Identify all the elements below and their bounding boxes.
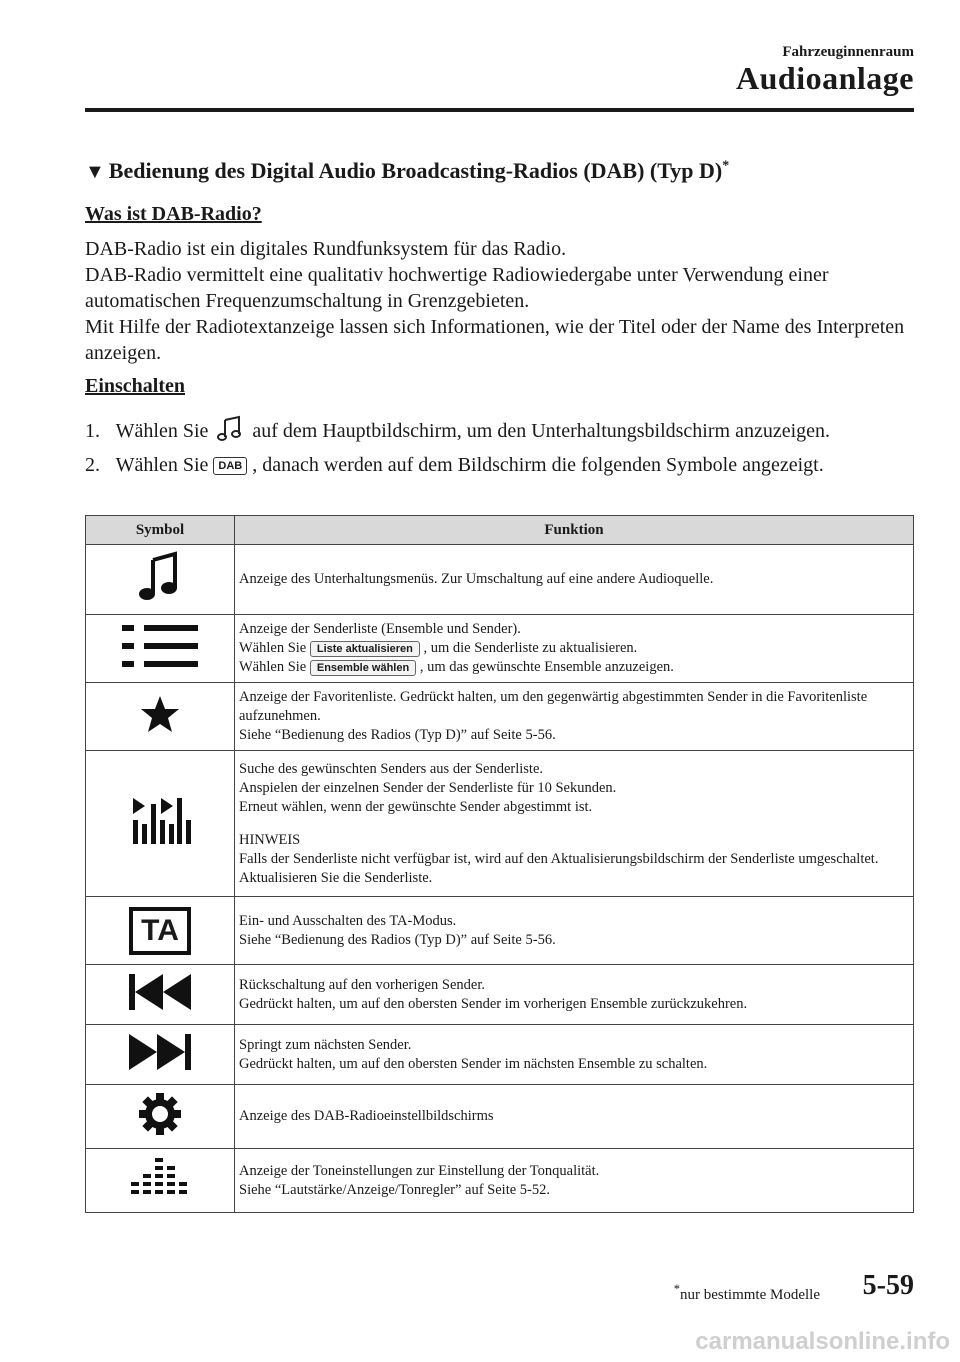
symbol-cell <box>86 545 235 615</box>
function-cell <box>235 1149 914 1213</box>
music-note-icon <box>213 414 247 451</box>
footer-note <box>674 1282 820 1304</box>
step-2-after: , danach werden auf dem Bildschirm die folgenden Symbole angezeigt. <box>252 454 824 476</box>
previous-icon <box>127 1000 193 1016</box>
function-line: Rückschaltung auf den vorherigen Sender. <box>239 976 486 993</box>
function-cell <box>235 683 914 751</box>
function-line <box>239 639 909 658</box>
table-row <box>86 1085 914 1149</box>
function-line: Anzeige der Toneinstellungen zur Einstellung der Tonqualität. <box>239 1162 600 1179</box>
function-line: Siehe “Bedienung des Radios (Typ D)” auf Seite 5-56. <box>239 727 556 743</box>
note-title: HINWEIS <box>239 831 301 848</box>
function-line: Anzeige der Favoritenliste. Gedrückt halten, um den gegenwärtig abgestimmten Sender in die Favoritenliste aufzunehmen. <box>239 689 868 724</box>
function-cell <box>235 615 914 683</box>
symbol-cell <box>86 1085 235 1149</box>
symbol-function-table <box>85 515 914 1213</box>
function-line: Gedrückt halten, um auf den obersten Sender im vorherigen Ensemble zurückzukehren. <box>239 995 748 1012</box>
table-header-symbol: Symbol <box>86 516 235 545</box>
function-cell <box>235 751 914 897</box>
chip-line-before: Wählen Sie <box>239 640 307 656</box>
table-row <box>86 1149 914 1213</box>
function-line: Siehe “Lautstärke/Anzeige/Tonregler” auf Seite 5-52. <box>239 1181 551 1198</box>
step-2-number: 2. <box>85 454 100 476</box>
select-ensemble-chip: Ensemble wählen <box>310 660 416 676</box>
function-line <box>239 658 909 677</box>
step-2-before: Wählen Sie <box>115 454 209 476</box>
what-line-2: DAB-Radio vermittelt eine qualitativ hochwertige Radiowiedergabe unter Verwendung einer automatischen Frequenzumschaltung in Grenzgebieten. <box>85 264 829 312</box>
equalizer-icon <box>129 1188 191 1204</box>
function-line: Anzeige der Senderliste (Ensemble und Sender). <box>239 621 521 637</box>
table-row <box>86 683 914 751</box>
header-rule <box>85 108 914 112</box>
footer-asterisk: * <box>673 1282 681 1296</box>
symbol-cell <box>86 965 235 1025</box>
symbol-cell <box>86 897 235 965</box>
symbol-cell <box>86 1149 235 1213</box>
function-line: Ein- und Ausschalten des TA-Modus. <box>239 912 457 929</box>
footer-note-text: nur bestimmte Modelle <box>680 1287 820 1303</box>
what-line-1: DAB-Radio ist ein digitales Rundfunksystem für das Radio. <box>85 238 567 260</box>
star-icon <box>140 722 180 738</box>
function-line: Anspielen der einzelnen Sender der Senderliste für 10 Sekunden. <box>239 779 617 796</box>
table-row <box>86 897 914 965</box>
function-cell <box>235 965 914 1025</box>
step-1-before: Wählen Sie <box>115 420 209 443</box>
what-line-3: Mit Hilfe der Radiotextanzeige lassen sich Informationen, wie der Titel oder der Name des Interpreten anzeigen. <box>85 316 905 364</box>
dab-button-chip: DAB <box>213 457 247 475</box>
next-icon <box>127 1060 193 1076</box>
function-line: Siehe “Bedienung des Radios (Typ D)” auf Seite 5-56. <box>239 931 556 948</box>
table-row <box>86 1025 914 1085</box>
table-row <box>86 965 914 1025</box>
function-cell <box>235 1025 914 1085</box>
table-header-row <box>86 516 914 545</box>
function-line: Gedrückt halten, um auf den obersten Sender im nächsten Ensemble zu schalten. <box>239 1055 708 1072</box>
table-row <box>86 545 914 615</box>
table-header-function: Funktion <box>235 516 914 545</box>
section-heading-text: Bedienung des Digital Audio Broadcasting-Radios (DAB) (Typ D) <box>108 158 723 183</box>
function-line: Erneut wählen, wenn der gewünschte Sender abgestimmt ist. <box>239 798 593 815</box>
section-heading <box>85 158 729 184</box>
step-2 <box>85 452 915 478</box>
function-line: Anzeige des DAB-Radioeinstellbildschirms <box>239 1108 494 1124</box>
what-title: Was ist DAB-Radio? <box>85 203 262 225</box>
heading-asterisk: * <box>722 158 730 174</box>
function-line: Anzeige des Unterhaltungsmenüs. Zur Umschaltung auf eine andere Audioquelle. <box>239 571 714 587</box>
step-1-number: 1. <box>85 420 100 443</box>
header-title: Audioanlage <box>736 60 914 96</box>
step-1 <box>85 414 915 451</box>
table-row <box>86 615 914 683</box>
triangle-icon: ▼ <box>85 161 105 183</box>
function-cell <box>235 545 914 615</box>
function-cell <box>235 1085 914 1149</box>
symbol-cell <box>86 751 235 897</box>
symbol-cell <box>86 1025 235 1085</box>
station-list-icon <box>120 659 200 675</box>
einschalten-title: Einschalten <box>85 375 186 397</box>
ta-icon: TA <box>129 907 191 955</box>
chip-line-before: Wählen Sie <box>239 659 307 675</box>
watermark: carmanualsonline.info <box>695 1328 950 1355</box>
header-category: Fahrzeuginnenraum <box>782 44 914 60</box>
symbol-cell <box>86 615 235 683</box>
chip-line-after: , um das gewünschte Ensemble anzuzeigen. <box>419 659 674 675</box>
function-line: Springt zum nächsten Sender. <box>239 1036 412 1053</box>
page-number: 5-59 <box>862 1270 914 1301</box>
function-line: Suche des gewünschten Senders aus der Senderliste. <box>239 760 544 777</box>
function-cell <box>235 897 914 965</box>
scan-icon <box>129 834 191 850</box>
note-text: Falls der Senderliste nicht verfügbar ist, wird auf den Aktualisierungsbildschirm der Senderliste umgeschaltet. Aktualisieren Sie die Senderliste. <box>239 850 879 886</box>
update-list-chip: Liste aktualisieren <box>310 641 420 657</box>
music-note-icon <box>135 592 185 608</box>
chip-line-after: , um die Senderliste zu aktualisieren. <box>423 640 638 656</box>
step-1-after: auf dem Hauptbildschirm, um den Unterhaltungsbildschirm anzuzeigen. <box>252 420 831 443</box>
gear-icon <box>138 1124 182 1140</box>
table-row <box>86 751 914 897</box>
what-paragraph <box>85 236 915 366</box>
symbol-cell <box>86 683 235 751</box>
